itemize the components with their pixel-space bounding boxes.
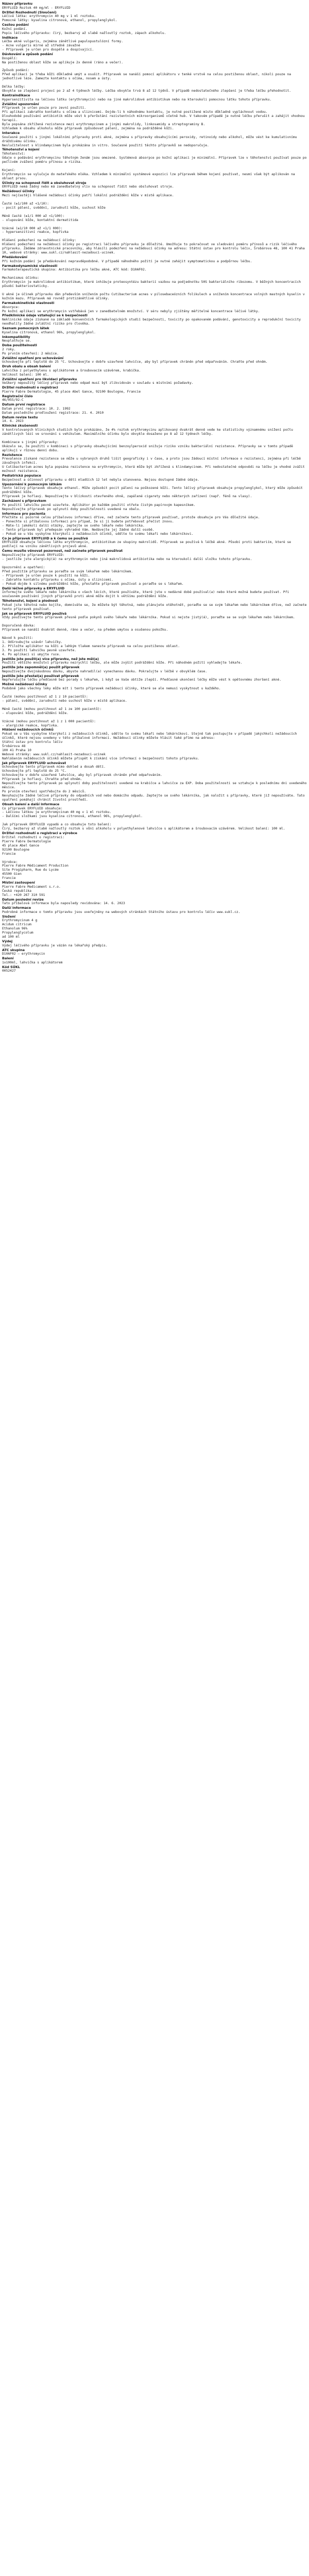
section-heading: Zvláštní opatření pro uchovávání (2, 355, 64, 360)
section-heading: Další informace (2, 906, 31, 910)
section (2, 326, 307, 335)
section (2, 956, 307, 965)
section (2, 761, 307, 802)
section (2, 52, 307, 93)
section-text: 0052427 (2, 969, 16, 973)
section-text: Dospělí: Na postiženou oblast kůže se aplikuje 2x denně (ráno a večer). Způsob podání: Před aplikací je třeba kůži důkladně umýt a osušit. Přípravek se nanáší pomocí aplikátoru v tenké vrstvě na celou postiženou oblast, nikoli pouze na jednotlivé léze. Zamezte kontaktu s očima, nosem a ústy. Délka léčby: Obvykle se zlepšení projeví po 2 až 4 týdnech léčby. Léčba obvykle trvá 8 až 12 týdnů. V případě nedostatečného zlepšení je třeba léčbu přehodnotit. (2, 56, 291, 93)
section (2, 914, 307, 939)
section-heading: Zvláštní upozornění (2, 101, 39, 106)
section-heading: Cestou podání (2, 23, 29, 27)
section (2, 301, 307, 314)
section (2, 665, 307, 674)
section-text: Absorpce: Po kožní aplikaci se erythromycin vstřebává jen v zanedbatelném množství. V séru nebyly zjištěny měřitelné koncentrace léčivé látky. (2, 305, 260, 313)
section (2, 906, 307, 914)
section-heading: Čemu musíte věnovat pozornost, než začnete přípravek používat (2, 549, 123, 553)
section-heading: Jak přípravek ERYFLUID uchovávat (2, 760, 66, 765)
section-text: 1x100ml, lahvička s aplikátorem (2, 960, 63, 964)
section-text: Veškerý nepoužitý léčivý přípravek nebo odpad musí být zlikvidován v souladu s místními požadavky. (2, 381, 194, 385)
section-heading: Název přípravku (2, 2, 33, 6)
section-text: D10AF02 – erythromycin (2, 952, 45, 956)
section-heading: Držitel rozhodnutí o registraci (2, 385, 58, 390)
section (2, 880, 307, 897)
section-text: Léčba akné vulgaris, zejména zánětlivé papulopustulózní formy. - Acne vulgaris mírné až středně závažné - Přípravek je určen pro dospělé a dospívající. (2, 40, 124, 52)
section-heading: Balení (2, 956, 14, 961)
section-text: Vždy používejte tento přípravek přesně podle pokynů svého lékaře nebo lékárníka. Pokud si nejste jistý(á), poraďte se se svým lékařem nebo lékárníkem. Doporučená dávka: Přípravek se nanáší dvakrát denně, ráno a večer, na předem umytou a osušenou pokožku. Návod k použití: 1. Odšroubujte uzávěr lahvičky. 2. Přiložte aplikátor na kůži a lehkým tlakem naneste přípravek na celou postiženou oblast. 3. Po použití lahvičku pevně uzavřete. 4. Po aplikaci si umyjte ruce. (2, 616, 295, 656)
section-text: Pierre Fabre Medicament s.r.o. Česká republika Tel.: +420 267 310 591 (2, 885, 61, 897)
section-text: Farmakoterapeutická skupina: Antibiotika pro léčbu akné, ATC kód: D10AF02. Mechanismus účinku: Erythromycin je makrolidové antibiotikum, které inhibuje proteosyntézu bakterií vazbou na podjednotku 50S bakteriálního ribozomu. V běžných koncentracích působí bakteriostaticky. U akné je účinek přípravku dán především snížením počtu Cutibacterium acnes v pilosebaceózních folikulech a snížením koncentrace volných mastných kyselin v kožním mazu. Přípravek má rovněž protizánětlivé účinky. (2, 268, 305, 300)
section-heading: Inkompatibility (2, 334, 30, 339)
section (2, 264, 307, 301)
section (2, 377, 307, 386)
section-heading: Farmakokinetické vlastnosti (2, 300, 55, 305)
section (2, 364, 307, 377)
section (2, 674, 307, 683)
section (2, 402, 307, 415)
section-heading: Seznam pomocných látek (2, 326, 49, 330)
section (2, 453, 307, 473)
section-text: Podobně jako všechny léky může mít i tento přípravek nežádoucí účinky, které se ale nemusí vyskytnout u každého. Časté (mohou postihnout až 1 z 10 pacientů): - pálení, svědění, zarudnutí nebo suchost kůže v místě aplikace. Méně časté (mohou postihnout až 1 ze 100 pacientů): - olupování kůže, podráždění kůže. Vzácné (mohou postihnout až 1 z 1 000 pacientů): - alergické reakce, kopřivka. (2, 686, 221, 727)
section-text: ERYFLUID nemá žádný nebo má zanedbatelný vliv na schopnost řídit nebo obsluhovat stroje. (2, 185, 174, 189)
section-heading: Držitel rozhodnutí o registraci a výrobce (2, 831, 78, 836)
section (2, 394, 307, 403)
section (2, 802, 307, 831)
section-heading: Kód SÚKL (2, 964, 20, 969)
section-heading: Složení (2, 914, 15, 919)
section-text: Neklinické údaje získané na základě konvenčních farmakologických studií bezpečnosti, toxicity po opakovaném podávání, genotoxicity a reprodukční toxicity neodhalily žádné zvláštní riziko pro člověka. (2, 318, 303, 326)
section-heading: ATC skupina (2, 947, 25, 952)
section-text: 14. 6. 2023 (2, 419, 24, 423)
section (2, 356, 307, 365)
section (2, 482, 307, 499)
section (2, 23, 307, 36)
section-text: Přečtěte si pozorně celou příbalovou informaci dříve, než začnete tento přípravek používat, protože obsahuje pro Vás důležité údaje. - Ponechte si příbalovou informaci pro případ, že si ji budete potřebovat přečíst znovu. - Máte-li jakékoli další otázky, zeptejte se svého lékaře nebo lékárníka. - Tento přípravek byl předepsán výhradně Vám. Nedávejte jej žádné další osobě. - Pokud se u Vás vyskytne kterýkoli z nežádoucích účinků, sdělte to svému lékaři nebo lékárníkovi. (2, 516, 260, 536)
section (2, 36, 307, 52)
section-text: Prevalence získané rezistence se může u vybraných druhů lišit geograficky i v čase, a proto jsou žádoucí místní informace o rezistenci, zejména při léčbě závažných infekcí. U Cutibacterium acnes byla popsána rezistence na erythromycin, která může být zkřížená s klindamycinem. Při nedostatečné odpovědi na léčbu je vhodné zvážit možnost rezistence. (2, 457, 305, 473)
section-heading: Těhotenství a kojení (2, 147, 40, 152)
section-heading: Klinické zkušenosti (2, 423, 38, 428)
section-heading: Jestliže jste použil(a) více přípravku, než jste měl(a) (2, 656, 99, 661)
section-text: Nepoužívejte dvojnásobnou dávku, abyste nahradil(a) vynechanou dávku. Pokračujte v léčbě v obvyklém čase. (2, 669, 208, 673)
section-heading: Pediatrická populace (2, 473, 41, 478)
section (2, 189, 307, 255)
section (2, 965, 307, 974)
section-heading: Datum první registrace (2, 402, 45, 407)
section-text: V kontrolovaných klinických studiích bylo prokázáno, že 4% roztok erythromycinu aplikovaný dvakrát denně vede ke statisticky významnému snížení počtu zánětlivých lézí ve srovnání s vehikulem. Maximálního účinku bylo obvykle dosaženo po 8 až 12 týdnech léčby. Kombinace s jinými přípravky: Ukázalo se, že použití v kombinaci s přípravky obsahujícími benzoylperoxid snižuje riziko vzniku bakteriální rezistence. Přípravky se v tomto případě aplikují v různou denní dobu. (2, 428, 293, 452)
section (2, 147, 307, 180)
section (2, 612, 307, 657)
section-text: Lahvička z polyethylenu s aplikátorem a šroubovacím uzávěrem, krabička. Velikost balení: 100 ml. (2, 368, 141, 377)
section-text: Po použití lahvičku pevně uzavřete. Aplikátor po každém použití otřete čistým papírovým kapesníkem. Nepoužívejte přípravek po uplynutí doby použitelnosti uvedené na obalu. (2, 503, 196, 511)
section-heading: Jak se přípravek ERYFLUID používá (2, 611, 67, 616)
section-heading: Těhotenství, kojení a plodnost (2, 599, 58, 603)
section-heading: Jestliže jste zapomněl(a) použít přípravek (2, 665, 80, 670)
section-heading: Farmakodynamické vlastnosti (2, 263, 58, 268)
section (2, 549, 307, 586)
section-heading: Interakce (2, 131, 20, 135)
section-text: Použití většího množství přípravku nezrychlí léčbu, ale může zvýšit podráždění kůže. Při náhodném požití vyhledejte lékaře. (2, 661, 243, 665)
section-heading: Účinky na schopnost řídit a obsluhovat stroje (2, 180, 87, 185)
section (2, 335, 307, 344)
section (2, 948, 307, 957)
section-heading: Rezistence (2, 452, 23, 457)
section-text: Pokud jste těhotná nebo kojíte, domníváte se, že můžete být těhotná, nebo plánujete otěhotnět, poraďte se se svým lékařem nebo lékárníkem dříve, než začnete tento přípravek používat. (2, 603, 309, 611)
section-text: ERYFLUID obsahuje léčivou látku erythromycin, antibiotikum ze skupiny makrolidů. Přípravek se používá k léčbě akné. Působí proti bakteriím, které se podílejí na vzniku zánětlivých projevů akné. (2, 540, 293, 549)
section-heading: Registrační číslo (2, 394, 33, 398)
section-heading: Datum revize textu (2, 415, 38, 419)
section-text: Pierre Fabre Dermatologie, 45 place Abel Gance, 92100 Boulogne, Francie (2, 389, 141, 394)
section (2, 385, 307, 394)
section-heading: Datum poslední revize (2, 897, 44, 902)
section (2, 415, 307, 424)
section-heading: Obsah balení a další informace (2, 802, 60, 806)
section-text: Datum první registrace: 10. 2. 1992 Datum posledního prodloužení registrace: 21. 4. 2010 (2, 406, 104, 415)
section-text: Pokud se u Vás vyskytne kterýkoli z nežádoucích účinků, sdělte to svému lékaři nebo lékárníkovi. Stejně tak postupujte v případě jakýchkoli nežádoucích účinků, které nejsou uvedeny v této příbalové informaci. Nežádoucí účinky můžete hlásit také přímo na adresu: Státní ústav pro kontrolu léčiv Šrobárova 48 100 41 Praha 10 Webové stránky: www.sukl.cz/nahlasit-nezadouci-ucinek Nahlášením nežádoucích účinků můžete přispět k získání více informací o bezpečnosti tohoto přípravku. (2, 732, 297, 760)
section-text: Kožní podání. Popis léčivého přípravku: čirý, bezbarvý až slabě nažloutlý roztok, zápach alkoholu. (2, 27, 166, 35)
section-text: Bezpečnost a účinnost přípravku u dětí mladších 12 let nebyla stanovena. Nejsou dostupné žádné údaje. (2, 478, 199, 482)
section (2, 473, 307, 482)
section-heading: Doba použitelnosti (2, 343, 37, 348)
section (2, 10, 307, 23)
section (2, 102, 307, 131)
section-text: 2 roky. Po prvním otevření: 2 měsíce. (2, 347, 59, 355)
section-text: Co přípravek ERYFLUID obsahuje: - Léčivou látkou je erythromycinum 40 mg v 1 ml roztoku. - Dalšími složkami jsou kyselina citronová, ethanol 96%, propylenglykol. Jak přípravek ERYFLUID vypadá a co obsahuje toto balení: Čirý, bezbarvý až slabě nažloutlý roztok s vůní alkoholu v polyethylenové lahvičce s aplikátorem a šroubovacím uzávěrem. Velikost balení: 100 ml. (2, 806, 285, 831)
section-text: Nepoužívejte přípravek ERYFLUID: - jestliže jste alergický(á) na erythromycin nebo jiná makrolidová antibiotika nebo na kteroukoli další složku tohoto přípravku. Upozornění a opatření: Před použitím přípravku se poraďte se svým lékařem nebo lékárníkem. - Přípravek je určen pouze k použití na kůži. - Zabraňte kontaktu přípravku s očima, ústy a sliznicemi. - Pokud dojde k silnému podráždění kůže, přestaňte přípravek používat a poraďte se s lékařem. (2, 553, 252, 586)
section (2, 599, 307, 612)
section-heading: Nežádoucí účinky (2, 189, 35, 194)
section (2, 423, 307, 452)
section (2, 181, 307, 190)
section-heading: Druh obalu a obsah balení (2, 364, 51, 369)
section-heading: Zacházení s přípravkem (2, 499, 46, 503)
section-text: Výdej léčivého přípravku je vázán na lékařský předpis. (2, 943, 108, 947)
section-heading: Další léčivé přípravky a ERYFLUID (2, 586, 65, 590)
section-heading: Předávkování (2, 255, 27, 260)
section-text: Hypersenzitivita na léčivou látku (erythromycin) nebo na jiné makrolidové antibiotikum nebo na kteroukoli pomocnou látku tohoto přípravku. (2, 97, 272, 101)
section-text: Tato příbalová informace byla naposledy revidována: 14. 6. 2023 (2, 902, 125, 906)
section-text: 46/055/92-C (2, 398, 24, 402)
section-heading: Výdej (2, 939, 13, 944)
section (2, 831, 307, 880)
section-heading: Co je přípravek ERYFLUID a k čemu se používá (2, 536, 88, 540)
section-heading: Zvláštní opatření pro likvidaci přípravku (2, 377, 77, 381)
section-text: Uchovávejte tento přípravek mimo dohled a dosah dětí. Uchovávejte při teplotě do 25 °C. Uchovávejte v dobře uzavřené lahvičce, aby byl přípravek chráněn před odpařováním. Přípravek je hořlavý. Chraňte před ohněm. Nepoužívejte tento přípravek po uplynutí doby použitelnosti uvedené na krabičce a lahvičce za EXP. Doba použitelnosti se vztahuje k poslednímu dni uvedeného měsíce. Po prvním otevření spotřebujte do 2 měsíců. Nevyhazujte žádné léčivé přípravky do odpadních vod nebo domácího odpadu. Zeptejte se svého lékárníka, jak naložit s přípravky, které již nepoužíváte. Tato opatření pomáhají chránit životní prostředí. (2, 765, 307, 802)
section-heading: Jestliže jste přestal(a) používat přípravek (2, 673, 79, 678)
document-body (2, 2, 307, 973)
section-text: Informujte svého lékaře nebo lékárníka o všech lécích, které používáte, které jste v nedávné době používal(a) nebo které možná budete používat. Při současném používání jiných přípravků proti akné může dojít k většímu podráždění kůže. (2, 590, 291, 599)
section-text: Přípravek je určen pouze pro zevní použití. Při aplikaci zabraňte kontaktu s očima a sliznicemi. Dojde-li k náhodnému kontaktu, je nutné postižené místo důkladně vypláchnout vodou. Dlouhodobé používání antibiotik může vést k přerůstání rezistentních mikroorganismů včetně hub. V takovém případě je nutné léčbu přerušit a zahájit vhodnou terapii. Byla popsána zkřížená rezistence mezi erythromycinem a jinými makrolidy, linkosamidy a streptograminy B. Vzhledem k obsahu alkoholu může přípravek způsobovat pálení, zejména na podrážděné kůži. (2, 106, 305, 131)
section-text: Těhotenství: Údaje o podávání erythromycinu těhotným ženám jsou omezené. Systémová absorpce po kožní aplikaci je minimální. Přípravek lze v těhotenství používat pouze po pečlivém zvážení poměru přínosu a rizika. Kojení: Erythromycin se vylučuje do mateřského mléka. Vzhledem k minimální systémové expozici lze přípravek během kojení používat, nesmí však být aplikován na oblast prsou. (2, 152, 307, 180)
section (2, 131, 307, 147)
section-text: Nepřerušujte léčbu předčasně bez porady s lékařem, i když se Vaše obtíže zlepší. Předčasné ukončení léčby může vést k opětovnému zhoršení akné. (2, 678, 282, 682)
section-heading: Dávkování a způsob podání (2, 52, 53, 56)
section-heading: Informace pro pacienta (2, 511, 46, 516)
section-heading: Indikace (2, 35, 18, 40)
section-text: Při kožním podání je předávkování nepravděpodobné. V případě náhodného požití je nutné zahájit symptomatickou a podpůrnou léčbu. (2, 259, 252, 263)
section-heading: Držitel Rozhodnutí (Sloučení) (2, 10, 57, 14)
section-heading: Místní zastoupení (2, 880, 35, 885)
section (2, 727, 307, 760)
section (2, 897, 307, 906)
section-heading: Hlášení nežádoucích účinků (2, 727, 54, 732)
section-text: Podrobné informace o tomto přípravku jsou uveřejněny na webových stránkách Státního ústavu pro kontrolu léčiv www.sukl.cz. (2, 910, 241, 914)
section-text: Tento léčivý přípravek obsahuje ethanol. Může způsobit pocit pálení na poškozené kůži. Tento léčivý přípravek obsahuje propylenglykol, který může způsobit podráždění kůže. Přípravek je hořlavý. Nepoužívejte v blízkosti otevřeného ohně, zapálené cigarety nebo některých zařízení (např. fénů na vlasy). (2, 486, 303, 499)
section (2, 93, 307, 102)
section-text: Držitel rozhodnutí o registraci: Pierre Fabre Dermatologie 45 place Abel Gance 92100 Boulogne Francie Výrobce: Pierre Fabre Médicament Production Site Progipharm, Rue du Lycée 45500 Gien Francie (2, 835, 68, 880)
section-text: Současné použití s jinými lokálními přípravky proti akné, zejména s přípravky obsahujícími peroxidy, retinoidy nebo alkohol, může vést ke kumulativnímu dráždivému účinku. Neslučitelnost s klindamycinem byla prokázána in vitro. Současné použití těchto přípravků se nedoporučuje. (2, 135, 297, 147)
section (2, 512, 307, 536)
section (2, 586, 307, 599)
section (2, 343, 307, 356)
section-text: Léčivá látka: erythromycin 40 mg v 1 ml roztoku. Pomocné látky: kyselina citronová, ethanol, propylenglykol. (2, 14, 117, 23)
section (2, 657, 307, 666)
section (2, 939, 307, 948)
section-text: ERYFLUID Roztok 40 mg/ml - ERYFLUID (2, 6, 71, 10)
section (2, 313, 307, 326)
section-text: Neuplatňuje se. (2, 339, 31, 343)
section-text: Uchovávejte při teplotě do 25 °C. Uchovávejte v dobře uzavřené lahvičce, aby byl přípravek chráněn před odpařováním. Chraňte před ohněm. (2, 360, 268, 364)
section-heading: Předklinické údaje vztahující se k bezpečnosti (2, 313, 88, 318)
section-text: Kyselina citronová, ethanol 96%, propylenglykol. (2, 330, 96, 334)
section-heading: Kontraindikace (2, 93, 30, 98)
section (2, 499, 307, 512)
section (2, 255, 307, 264)
section (2, 536, 307, 549)
section-text: Erythromycinum 4 g Acidum citricum Ethanolum 96% Propylenglycolum ad 100 ml (2, 919, 38, 939)
section-heading: Upozornění k pomocným látkám (2, 482, 62, 486)
section-text: Mezi nejčastěji hlášené nežádoucí účinky patří lokální podráždění kůže v místě aplikace. Časté (≥1/100 až <1/10): - pocit pálení, svědění, zarudnutí kůže, suchost kůže Méně časté (≥1/1 000 až <1/100): - olupování kůže, kontaktní dermatitida Vzácné (≥1/10 000 až <1/1 000): - hypersenzitivní reakce, kopřivka Hlášení podezření na nežádoucí účinky: Hlášení podezření na nežádoucí účinky po registraci léčivého přípravku je důležité. Umožňuje to pokračovat ve sledování poměru přínosů a rizik léčivého přípravku. Žádáme zdravotnické pracovníky, aby hlásili podezření na nežádoucí účinky na adresu: Státní ústav pro kontrolu léčiv, Šrobárova 48, 100 41 Praha 10, webové stránky: www.sukl.cz/nahlasit-nezadouci-ucinek. (2, 193, 305, 255)
section (2, 2, 307, 10)
section (2, 682, 307, 727)
section-heading: Možné nežádoucí účinky (2, 682, 47, 687)
